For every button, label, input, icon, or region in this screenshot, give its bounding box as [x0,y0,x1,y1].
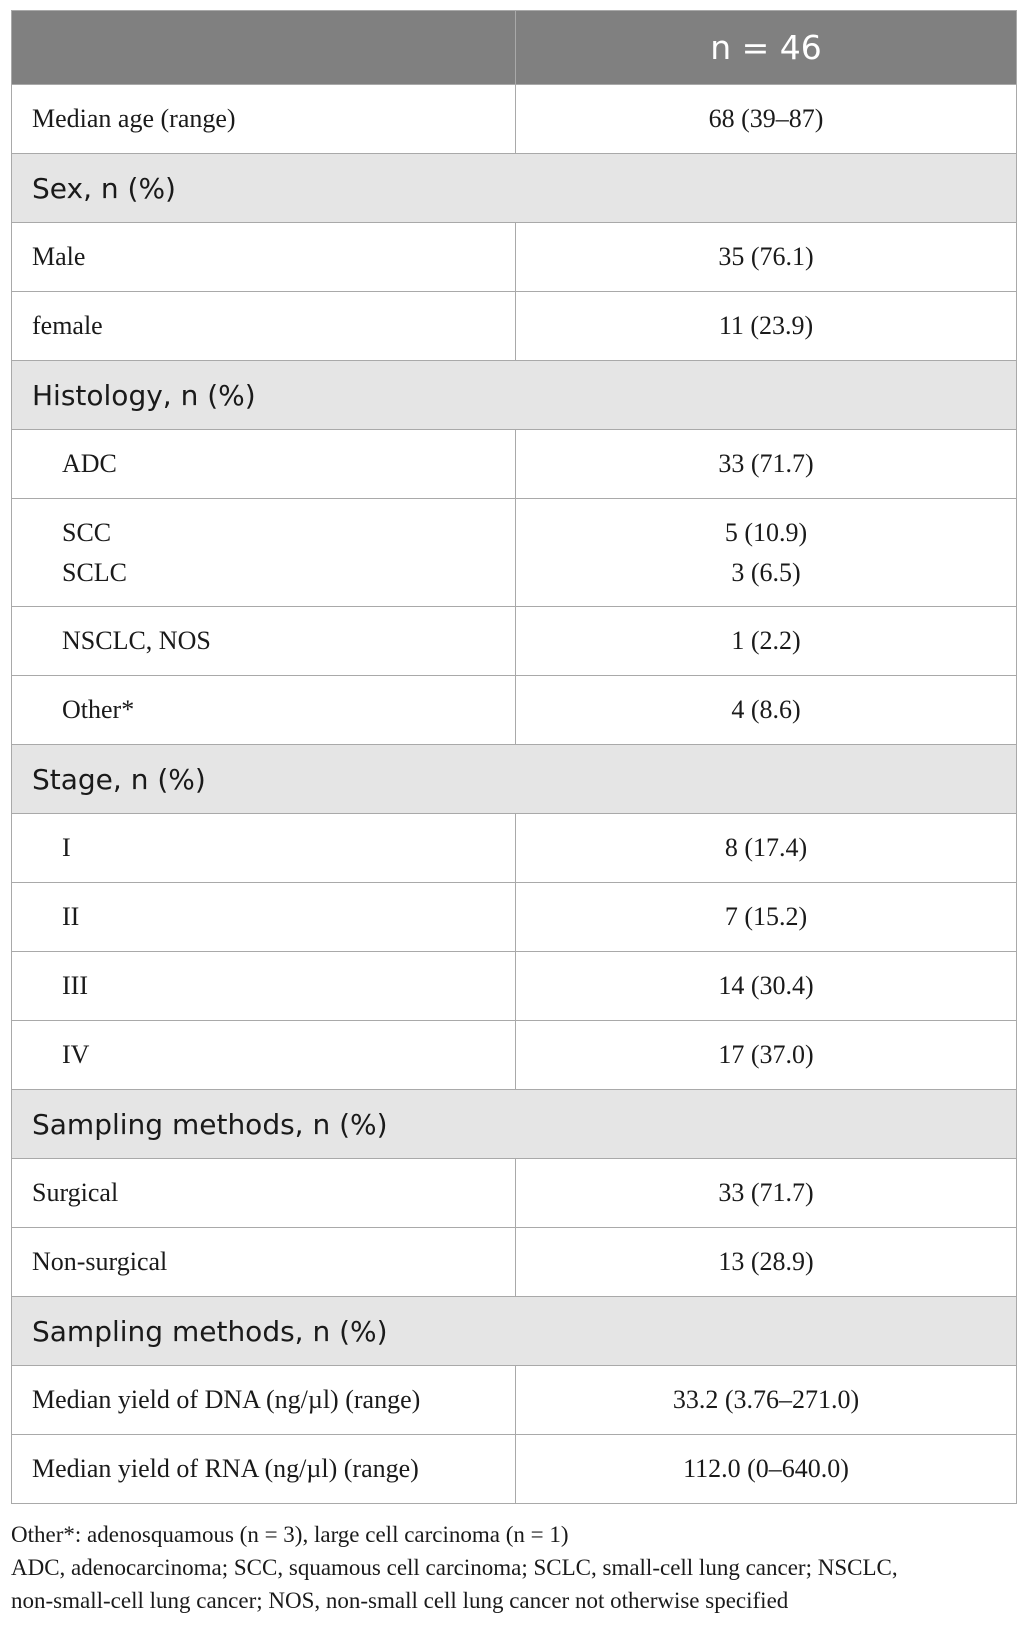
row-value: 33 (71.7) [516,1159,1017,1228]
table-row-non-surgical [12,1228,1017,1297]
footnote-abbreviations-2: non-small-cell lung cancer; NOS, non-small cell lung cancer not otherwise specified [11,1588,789,1613]
table-row-nsclc-nos [12,607,1017,676]
table-row-median-age [12,85,1017,154]
table-row-other [12,676,1017,745]
row-value: 112.0 (0–640.0) [516,1435,1017,1504]
section-title: Sampling methods, n (%) [12,1297,1017,1366]
row-value: 8 (17.4) [516,814,1017,883]
row-value: 35 (76.1) [516,223,1017,292]
row-label: Median yield of DNA (ng/µl) (range) [12,1366,516,1435]
table-row-adc [12,430,1017,499]
row-label: NSCLC, NOS [12,607,516,676]
row-label: II [12,883,516,952]
row-label: III [12,952,516,1021]
row-label: Median age (range) [12,85,516,154]
table-row-female [12,292,1017,361]
section-row-sampling-methods [12,1090,1017,1159]
table-row-stage-ii [12,883,1017,952]
row-value: 33.2 (3.76–271.0) [516,1366,1017,1435]
header-empty-cell [12,11,516,85]
row-label: Surgical [12,1159,516,1228]
table-row-stage-i [12,814,1017,883]
table-row-male [12,223,1017,292]
row-label: I [12,814,516,883]
table-row-stage-iv [12,1021,1017,1090]
row-label: IV [12,1021,516,1090]
row-label-stack [12,499,516,607]
row-label: Non-surgical [12,1228,516,1297]
table-row-rna-yield [12,1435,1017,1504]
row-value: 13 (28.9) [516,1228,1017,1297]
row-label: female [12,292,516,361]
characteristics-table [11,10,1017,1504]
row-value-stack [516,499,1017,607]
row-label: ADC [12,430,516,499]
row-value: 1 (2.2) [516,607,1017,676]
section-title: Sampling methods, n (%) [12,1090,1017,1159]
row-label-sclc: SCLC [62,557,128,587]
table-row-surgical [12,1159,1017,1228]
table-footnotes [11,1518,1016,1617]
table-row-stage-iii [12,952,1017,1021]
row-value: 7 (15.2) [516,883,1017,952]
footnote-abbreviations-1: ADC, adenocarcinoma; SCC, squamous cell carcinoma; SCLC, small-cell lung cancer; NSCLC, [11,1555,898,1580]
section-row-sex [12,154,1017,223]
section-row-sampling-methods-2 [12,1297,1017,1366]
table-header-row [12,11,1017,85]
row-value: 11 (23.9) [516,292,1017,361]
row-value: 33 (71.7) [516,430,1017,499]
row-value: 4 (8.6) [516,676,1017,745]
row-value-sclc: 3 (6.5) [731,557,801,587]
row-value-scc: 5 (10.9) [724,517,808,547]
row-label-scc: SCC [62,517,112,547]
row-label: Male [12,223,516,292]
footnote-other: Other*: adenosquamous (n = 3), large cell carcinoma (n = 1) [11,1522,569,1547]
header-n-cell: n = 46 [516,11,1017,85]
section-title: Sex, n (%) [12,154,1017,223]
table-row-scc-sclc [12,499,1017,607]
row-label: Median yield of RNA (ng/µl) (range) [12,1435,516,1504]
section-title: Histology, n (%) [12,361,1017,430]
section-row-stage [12,745,1017,814]
section-row-histology [12,361,1017,430]
row-label: Other* [12,676,516,745]
row-value: 68 (39–87) [516,85,1017,154]
section-title: Stage, n (%) [12,745,1017,814]
table-row-dna-yield [12,1366,1017,1435]
row-value: 14 (30.4) [516,952,1017,1021]
characteristics-table-container [11,10,1016,1617]
row-value: 17 (37.0) [516,1021,1017,1090]
